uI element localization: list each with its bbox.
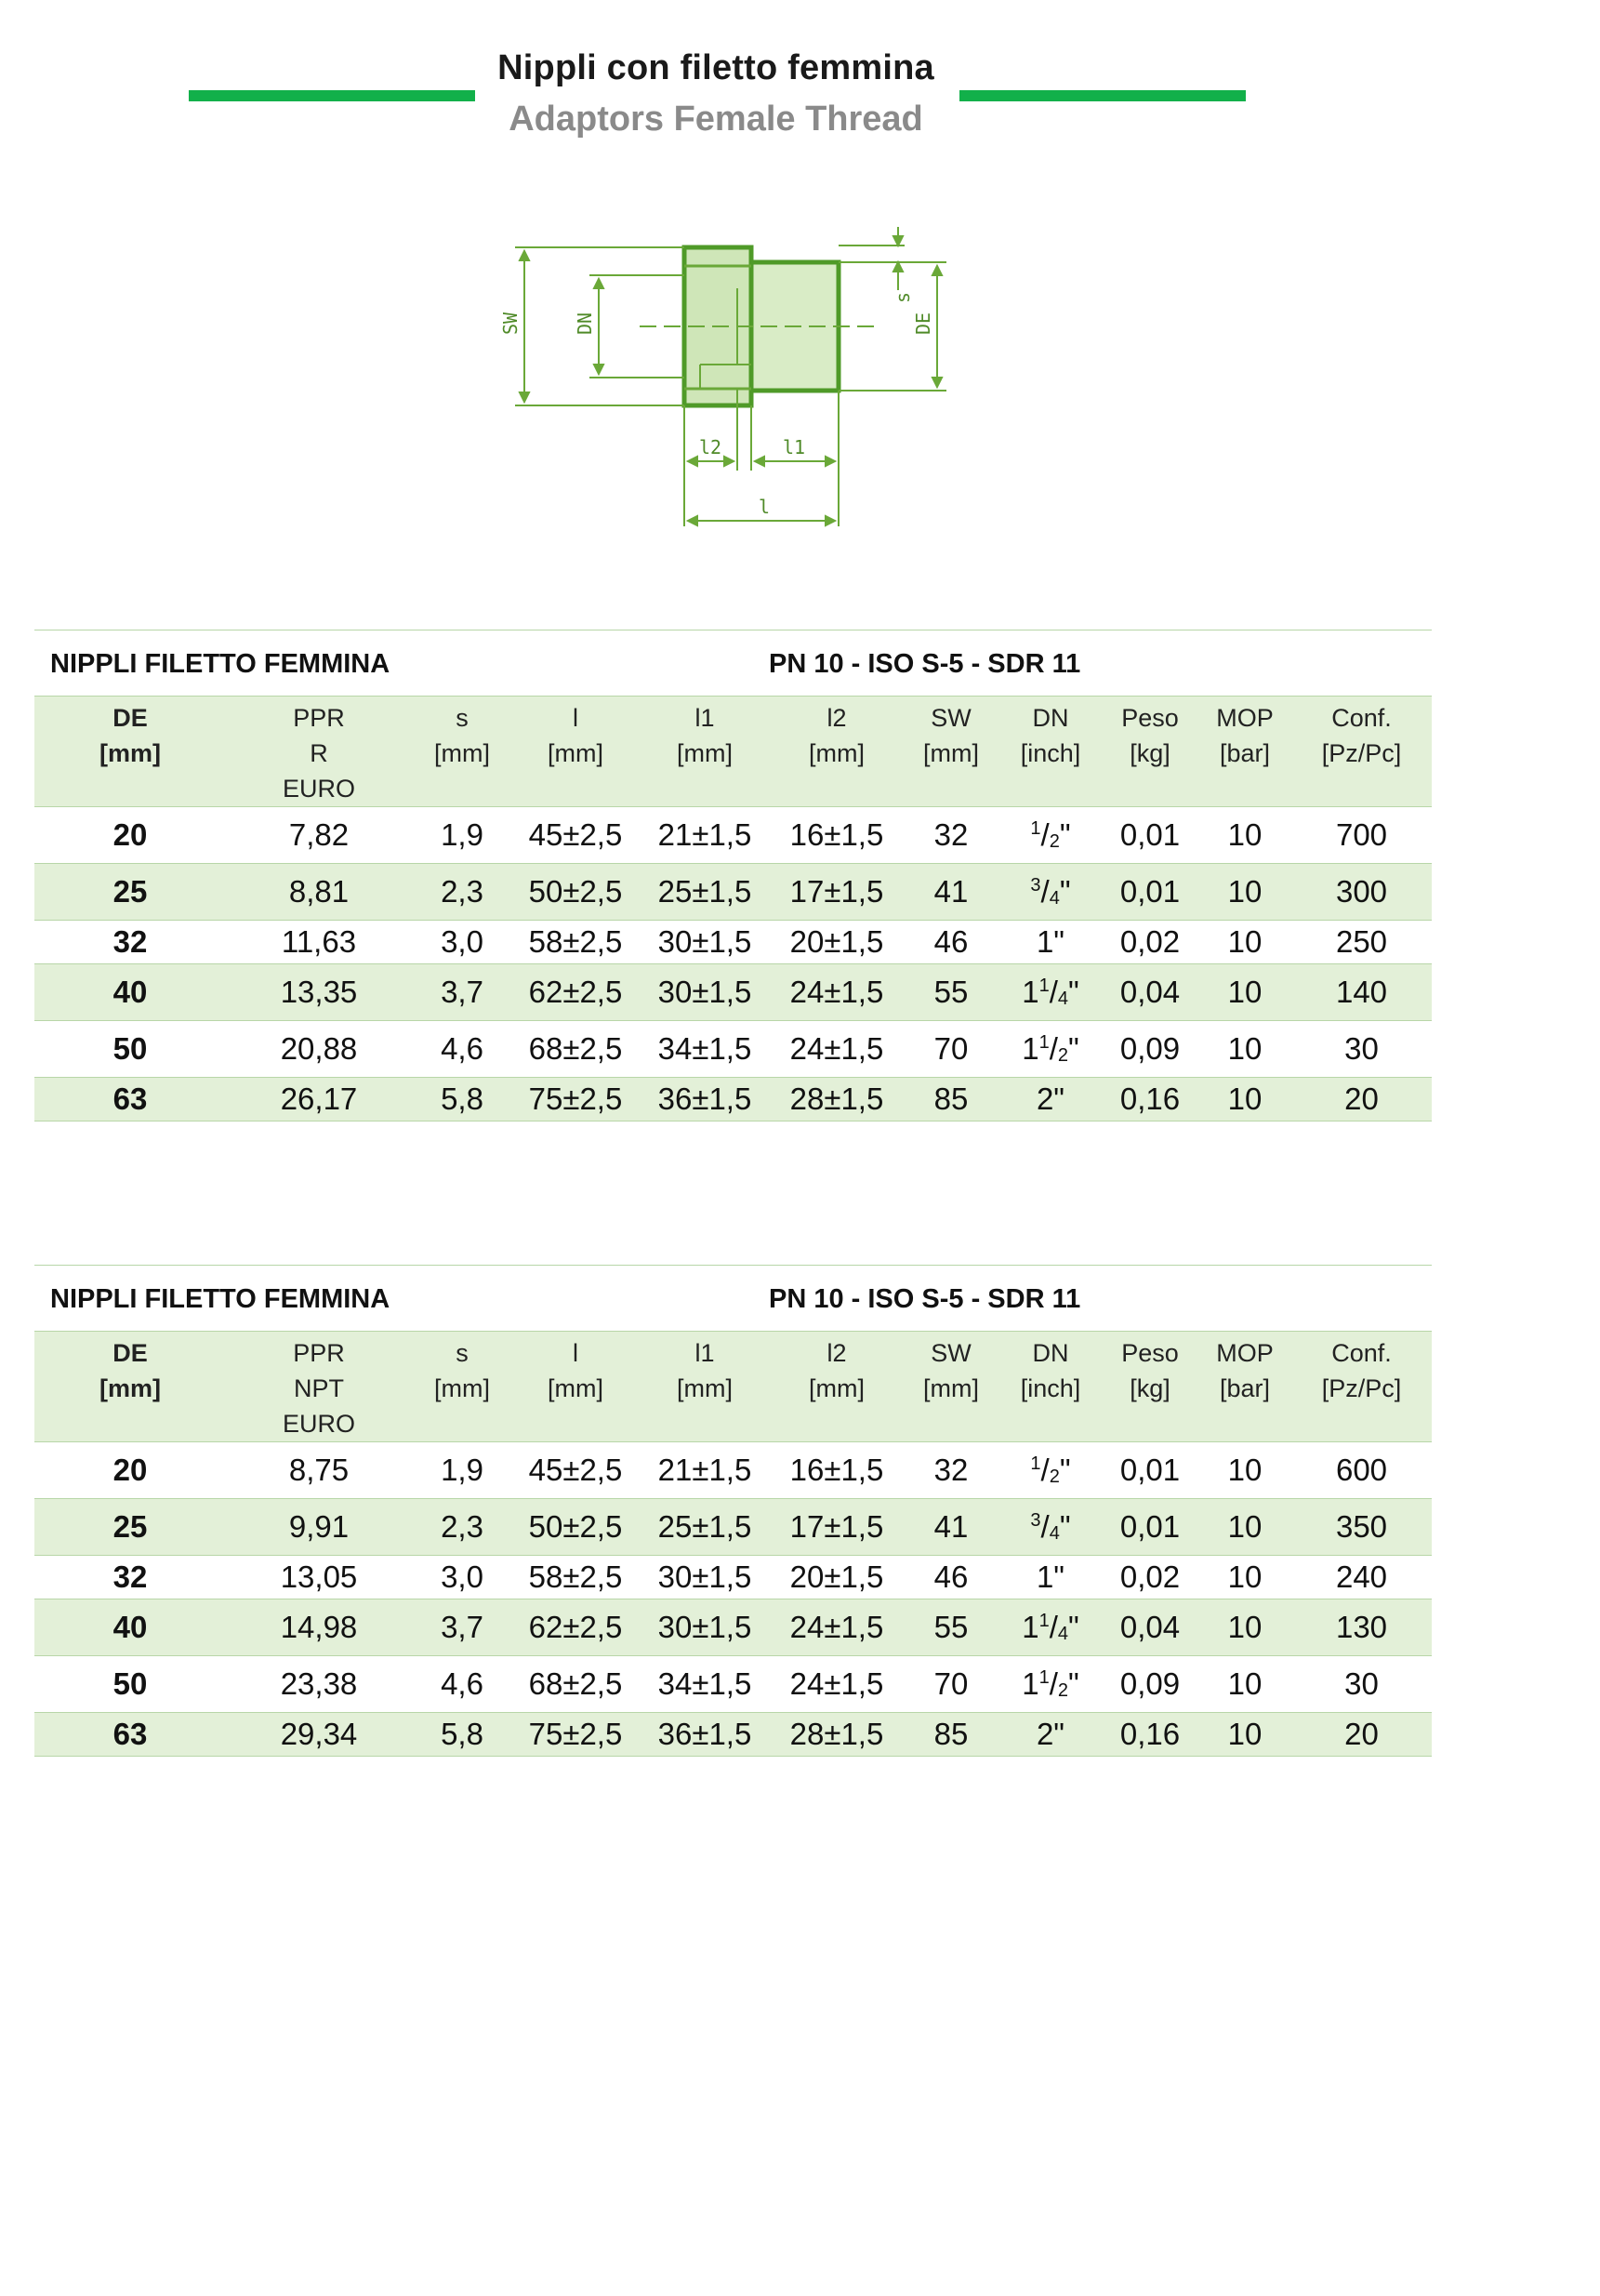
dn-whole: 1 bbox=[1022, 1666, 1039, 1701]
cell-s: 4,6 bbox=[412, 1021, 512, 1078]
cell-sw: 85 bbox=[903, 1078, 999, 1121]
cell-ppr: 20,88 bbox=[226, 1021, 412, 1078]
cell-l2: 16±1,5 bbox=[771, 807, 903, 864]
cell-de: 50 bbox=[34, 1021, 226, 1078]
table-row bbox=[34, 1078, 1432, 1121]
cell-l: 75±2,5 bbox=[512, 1713, 639, 1757]
dn-numerator: 1 bbox=[1038, 1032, 1050, 1053]
cell-s: 3,0 bbox=[412, 1556, 512, 1599]
dn-fraction: $^1/_2$" bbox=[1030, 817, 1071, 852]
label-l2: l2 bbox=[699, 436, 722, 458]
cell-dn bbox=[999, 864, 1102, 921]
cell-l1: 25±1,5 bbox=[639, 864, 771, 921]
spec-table-1 bbox=[34, 630, 1432, 1121]
dn-denominator: 2 bbox=[1057, 1680, 1069, 1701]
cell-l1: 21±1,5 bbox=[639, 1442, 771, 1499]
col-header-ppr: PPR R EURO bbox=[226, 697, 412, 807]
page-title: Nippli con filetto femmina bbox=[497, 48, 934, 87]
cell-conf: 30 bbox=[1291, 1656, 1432, 1713]
cell-dn bbox=[999, 1021, 1102, 1078]
cell-s: 5,8 bbox=[412, 1078, 512, 1121]
cell-s: 3,7 bbox=[412, 1599, 512, 1656]
dn-whole: 2" bbox=[1036, 1082, 1065, 1116]
col-header-de: DE [mm] bbox=[34, 1332, 226, 1442]
table-body bbox=[34, 807, 1432, 1121]
col-header-mop: MOP [bar] bbox=[1198, 1332, 1291, 1442]
dn-numerator: 1 bbox=[1038, 1667, 1050, 1688]
cell-conf: 130 bbox=[1291, 1599, 1432, 1656]
col-header-peso: Peso [kg] bbox=[1102, 1332, 1198, 1442]
dn-denominator: 2 bbox=[1049, 1467, 1060, 1487]
col-header-dn: DN [inch] bbox=[999, 697, 1102, 807]
dn-fraction: $^1/_2$" bbox=[1038, 1666, 1079, 1701]
dn-fraction: $^1/_4$" bbox=[1038, 975, 1079, 1009]
data-table bbox=[34, 696, 1432, 1121]
cell-dn bbox=[999, 1599, 1102, 1656]
cell-mop: 10 bbox=[1198, 1713, 1291, 1757]
cell-s: 5,8 bbox=[412, 1713, 512, 1757]
cell-peso: 0,09 bbox=[1102, 1656, 1198, 1713]
cell-s: 1,9 bbox=[412, 807, 512, 864]
cell-l1: 30±1,5 bbox=[639, 921, 771, 964]
cell-sw: 41 bbox=[903, 1499, 999, 1556]
cell-conf: 600 bbox=[1291, 1442, 1432, 1499]
cell-l: 62±2,5 bbox=[512, 964, 639, 1021]
table-row bbox=[34, 807, 1432, 864]
dn-numerator: 3 bbox=[1030, 875, 1041, 896]
cell-ppr: 11,63 bbox=[226, 921, 412, 964]
label-l: l bbox=[759, 496, 771, 518]
cell-sw: 55 bbox=[903, 964, 999, 1021]
spec-table-2 bbox=[34, 1265, 1432, 1757]
label-l1: l1 bbox=[783, 436, 806, 458]
col-header-s: s [mm] bbox=[412, 1332, 512, 1442]
cell-peso: 0,02 bbox=[1102, 921, 1198, 964]
dn-fraction: $^1/_2$" bbox=[1038, 1031, 1079, 1066]
cell-dn bbox=[999, 1078, 1102, 1121]
cell-l: 50±2,5 bbox=[512, 864, 639, 921]
cell-l: 45±2,5 bbox=[512, 1442, 639, 1499]
cell-sw: 70 bbox=[903, 1656, 999, 1713]
cell-conf: 30 bbox=[1291, 1021, 1432, 1078]
col-header-mop: MOP [bar] bbox=[1198, 697, 1291, 807]
cell-mop: 10 bbox=[1198, 1499, 1291, 1556]
col-header-l2: l2 [mm] bbox=[771, 697, 903, 807]
cell-sw: 32 bbox=[903, 1442, 999, 1499]
dn-denominator: 4 bbox=[1057, 989, 1069, 1009]
label-de: DE bbox=[912, 312, 934, 335]
cell-sw: 55 bbox=[903, 1599, 999, 1656]
cell-ppr: 13,35 bbox=[226, 964, 412, 1021]
table-row bbox=[34, 1442, 1432, 1499]
cell-l: 62±2,5 bbox=[512, 1599, 639, 1656]
cell-l2: 20±1,5 bbox=[771, 921, 903, 964]
table-spec: PN 10 - ISO S-5 - SDR 11 bbox=[769, 1284, 1081, 1314]
cell-l1: 21±1,5 bbox=[639, 807, 771, 864]
col-header-l: l [mm] bbox=[512, 697, 639, 807]
cell-l: 68±2,5 bbox=[512, 1656, 639, 1713]
cell-peso: 0,09 bbox=[1102, 1021, 1198, 1078]
label-dn: DN bbox=[574, 312, 596, 335]
col-header-ppr: PPR NPT EURO bbox=[226, 1332, 412, 1442]
cell-l1: 30±1,5 bbox=[639, 964, 771, 1021]
cell-ppr: 26,17 bbox=[226, 1078, 412, 1121]
cell-l2: 24±1,5 bbox=[771, 964, 903, 1021]
cell-sw: 85 bbox=[903, 1713, 999, 1757]
cell-l2: 17±1,5 bbox=[771, 864, 903, 921]
dn-numerator: 3 bbox=[1030, 1510, 1041, 1531]
dn-numerator: 1 bbox=[1038, 1611, 1050, 1631]
table-row bbox=[34, 1556, 1432, 1599]
cell-dn bbox=[999, 1656, 1102, 1713]
col-header-sw: SW [mm] bbox=[903, 697, 999, 807]
data-table bbox=[34, 1331, 1432, 1757]
cell-l2: 17±1,5 bbox=[771, 1499, 903, 1556]
dn-whole: 1" bbox=[1036, 1559, 1065, 1594]
header-rule-right bbox=[959, 90, 1246, 101]
table-row bbox=[34, 964, 1432, 1021]
cell-l2: 28±1,5 bbox=[771, 1078, 903, 1121]
dn-fraction: $^1/_4$" bbox=[1038, 1610, 1079, 1644]
cell-mop: 10 bbox=[1198, 807, 1291, 864]
table-row bbox=[34, 1599, 1432, 1656]
col-header-sw: SW [mm] bbox=[903, 1332, 999, 1442]
cell-peso: 0,01 bbox=[1102, 1442, 1198, 1499]
cell-peso: 0,01 bbox=[1102, 864, 1198, 921]
cell-l2: 28±1,5 bbox=[771, 1713, 903, 1757]
cell-mop: 10 bbox=[1198, 1021, 1291, 1078]
cell-l: 50±2,5 bbox=[512, 1499, 639, 1556]
cell-peso: 0,16 bbox=[1102, 1078, 1198, 1121]
dn-denominator: 2 bbox=[1049, 831, 1060, 852]
col-header-l: l [mm] bbox=[512, 1332, 639, 1442]
table-row bbox=[34, 1656, 1432, 1713]
cell-s: 4,6 bbox=[412, 1656, 512, 1713]
table-caption bbox=[34, 1265, 1432, 1331]
dn-numerator: 1 bbox=[1030, 818, 1041, 839]
col-header-s: s [mm] bbox=[412, 697, 512, 807]
cell-peso: 0,16 bbox=[1102, 1713, 1198, 1757]
cell-conf: 240 bbox=[1291, 1556, 1432, 1599]
cell-ppr: 29,34 bbox=[226, 1713, 412, 1757]
cell-ppr: 23,38 bbox=[226, 1656, 412, 1713]
cell-peso: 0,02 bbox=[1102, 1556, 1198, 1599]
table-name: NIPPLI FILETTO FEMMINA bbox=[50, 649, 390, 679]
cell-conf: 250 bbox=[1291, 921, 1432, 964]
dn-denominator: 4 bbox=[1057, 1624, 1069, 1644]
dn-fraction: $^3/_4$" bbox=[1030, 1509, 1071, 1544]
cell-dn bbox=[999, 964, 1102, 1021]
cell-de: 63 bbox=[34, 1713, 226, 1757]
cell-s: 3,0 bbox=[412, 921, 512, 964]
cell-mop: 10 bbox=[1198, 1656, 1291, 1713]
page-header bbox=[0, 0, 1600, 158]
cell-dn bbox=[999, 1713, 1102, 1757]
cell-l1: 25±1,5 bbox=[639, 1499, 771, 1556]
cell-l2: 24±1,5 bbox=[771, 1599, 903, 1656]
cell-de: 25 bbox=[34, 864, 226, 921]
cell-l2: 16±1,5 bbox=[771, 1442, 903, 1499]
cell-sw: 46 bbox=[903, 1556, 999, 1599]
table-header bbox=[34, 1332, 1432, 1442]
cell-l: 58±2,5 bbox=[512, 921, 639, 964]
col-header-de: DE [mm] bbox=[34, 697, 226, 807]
cell-peso: 0,01 bbox=[1102, 807, 1198, 864]
cell-l1: 36±1,5 bbox=[639, 1078, 771, 1121]
col-header-conf: Conf. [Pz/Pc] bbox=[1291, 1332, 1432, 1442]
cell-l1: 30±1,5 bbox=[639, 1599, 771, 1656]
cell-dn bbox=[999, 921, 1102, 964]
cell-mop: 10 bbox=[1198, 964, 1291, 1021]
cell-sw: 32 bbox=[903, 807, 999, 864]
col-header-peso: Peso [kg] bbox=[1102, 697, 1198, 807]
label-s: s bbox=[892, 291, 914, 303]
cell-de: 32 bbox=[34, 1556, 226, 1599]
col-header-l2: l2 [mm] bbox=[771, 1332, 903, 1442]
cell-de: 63 bbox=[34, 1078, 226, 1121]
cell-mop: 10 bbox=[1198, 921, 1291, 964]
cell-de: 32 bbox=[34, 921, 226, 964]
cell-s: 2,3 bbox=[412, 864, 512, 921]
cell-mop: 10 bbox=[1198, 1078, 1291, 1121]
cell-mop: 10 bbox=[1198, 1556, 1291, 1599]
dn-whole: 1 bbox=[1022, 1610, 1039, 1644]
table-name: NIPPLI FILETTO FEMMINA bbox=[50, 1284, 390, 1314]
dn-whole: 1 bbox=[1022, 1031, 1039, 1066]
col-header-l1: l1 [mm] bbox=[639, 1332, 771, 1442]
table-row bbox=[34, 921, 1432, 964]
col-header-dn: DN [inch] bbox=[999, 1332, 1102, 1442]
cell-l2: 24±1,5 bbox=[771, 1021, 903, 1078]
cell-l1: 30±1,5 bbox=[639, 1556, 771, 1599]
cell-s: 1,9 bbox=[412, 1442, 512, 1499]
dn-whole: 2" bbox=[1036, 1717, 1065, 1751]
cell-dn bbox=[999, 1556, 1102, 1599]
header-rule-left bbox=[189, 90, 475, 101]
cell-l1: 34±1,5 bbox=[639, 1021, 771, 1078]
cell-l2: 20±1,5 bbox=[771, 1556, 903, 1599]
cell-l1: 36±1,5 bbox=[639, 1713, 771, 1757]
cell-ppr: 7,82 bbox=[226, 807, 412, 864]
cell-mop: 10 bbox=[1198, 1599, 1291, 1656]
cell-ppr: 8,75 bbox=[226, 1442, 412, 1499]
cell-ppr: 14,98 bbox=[226, 1599, 412, 1656]
cell-peso: 0,01 bbox=[1102, 1499, 1198, 1556]
table-body bbox=[34, 1442, 1432, 1757]
table-row bbox=[34, 1713, 1432, 1757]
table-row bbox=[34, 864, 1432, 921]
cell-de: 20 bbox=[34, 1442, 226, 1499]
cell-l2: 24±1,5 bbox=[771, 1656, 903, 1713]
dn-fraction: $^1/_2$" bbox=[1030, 1453, 1071, 1487]
cell-sw: 41 bbox=[903, 864, 999, 921]
cell-l1: 34±1,5 bbox=[639, 1656, 771, 1713]
cell-l: 45±2,5 bbox=[512, 807, 639, 864]
cell-de: 40 bbox=[34, 1599, 226, 1656]
fitting-technical-drawing bbox=[444, 199, 1021, 554]
page-subtitle: Adaptors Female Thread bbox=[509, 100, 923, 139]
cell-l: 68±2,5 bbox=[512, 1021, 639, 1078]
cell-dn bbox=[999, 807, 1102, 864]
table-row bbox=[34, 1021, 1432, 1078]
dn-denominator: 2 bbox=[1057, 1045, 1069, 1066]
cell-conf: 300 bbox=[1291, 864, 1432, 921]
cell-conf: 20 bbox=[1291, 1078, 1432, 1121]
table-row bbox=[34, 1499, 1432, 1556]
cell-conf: 350 bbox=[1291, 1499, 1432, 1556]
dn-whole: 1" bbox=[1036, 924, 1065, 959]
cell-conf: 20 bbox=[1291, 1713, 1432, 1757]
cell-sw: 70 bbox=[903, 1021, 999, 1078]
cell-peso: 0,04 bbox=[1102, 964, 1198, 1021]
cell-sw: 46 bbox=[903, 921, 999, 964]
col-header-l1: l1 [mm] bbox=[639, 697, 771, 807]
dn-numerator: 1 bbox=[1030, 1453, 1041, 1474]
dn-numerator: 1 bbox=[1038, 975, 1050, 996]
cell-ppr: 8,81 bbox=[226, 864, 412, 921]
cell-conf: 140 bbox=[1291, 964, 1432, 1021]
cell-ppr: 13,05 bbox=[226, 1556, 412, 1599]
label-sw: SW bbox=[499, 312, 522, 335]
cell-dn bbox=[999, 1442, 1102, 1499]
cell-de: 40 bbox=[34, 964, 226, 1021]
cell-de: 50 bbox=[34, 1656, 226, 1713]
dn-denominator: 4 bbox=[1049, 1523, 1060, 1544]
cell-s: 3,7 bbox=[412, 964, 512, 1021]
cell-l: 75±2,5 bbox=[512, 1078, 639, 1121]
dn-denominator: 4 bbox=[1049, 888, 1060, 909]
cell-peso: 0,04 bbox=[1102, 1599, 1198, 1656]
cell-mop: 10 bbox=[1198, 1442, 1291, 1499]
cell-de: 25 bbox=[34, 1499, 226, 1556]
table-spec: PN 10 - ISO S-5 - SDR 11 bbox=[769, 649, 1081, 679]
col-header-conf: Conf. [Pz/Pc] bbox=[1291, 697, 1432, 807]
dn-whole: 1 bbox=[1022, 975, 1039, 1009]
cell-conf: 700 bbox=[1291, 807, 1432, 864]
cell-s: 2,3 bbox=[412, 1499, 512, 1556]
table-header bbox=[34, 697, 1432, 807]
cell-ppr: 9,91 bbox=[226, 1499, 412, 1556]
cell-dn bbox=[999, 1499, 1102, 1556]
table-caption bbox=[34, 630, 1432, 696]
cell-de: 20 bbox=[34, 807, 226, 864]
cell-l: 58±2,5 bbox=[512, 1556, 639, 1599]
dn-fraction: $^3/_4$" bbox=[1030, 874, 1071, 909]
cell-mop: 10 bbox=[1198, 864, 1291, 921]
